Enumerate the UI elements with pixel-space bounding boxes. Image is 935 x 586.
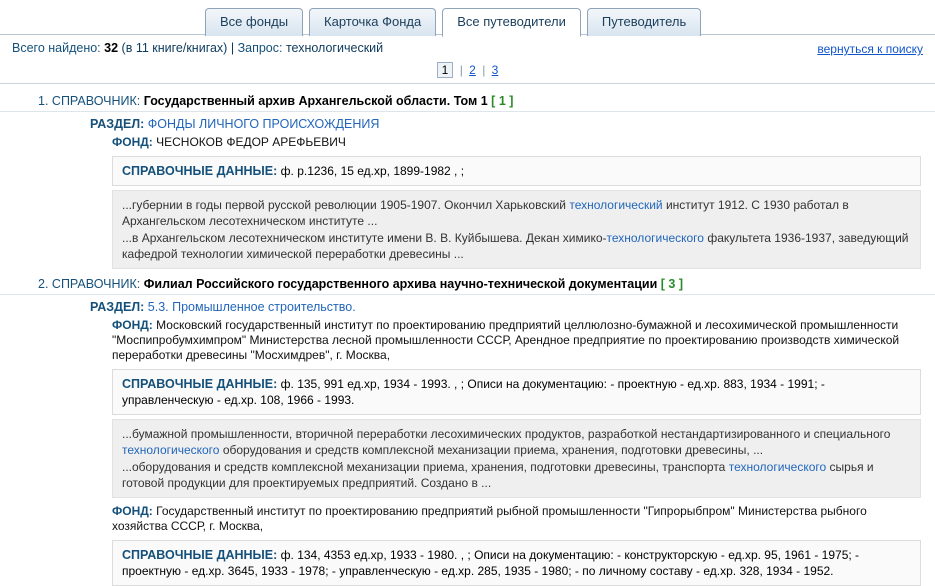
tab-list <box>205 7 701 36</box>
snippet-text: ...бумажной промышленности, вторичной переработки лесохимических продуктов, разработкой нестандартизированного и специального <box>122 427 891 441</box>
snippet-text: оборудования и средств комплексной механизации приема, хранения, подготовки древесины, ... <box>219 443 764 457</box>
result-item <box>0 90 935 269</box>
tab-bar <box>0 0 935 35</box>
section-value[interactable]: ФОНДЫ ЛИЧНОГО ПРОИСХОЖДЕНИЯ <box>147 117 380 131</box>
result-body <box>0 295 935 586</box>
reference-data-key: СПРАВОЧНЫЕ ДАННЫЕ: <box>122 377 278 391</box>
reference-data-value: ф. 135, 991 ед.хр, 1934 - 1993. , ; Описи на документацию: - проектную - ед.хр. 883, 1934 - 1991; - управленческую - ед.хр. 108, 1966 - 1993. <box>122 377 825 407</box>
fund-row <box>90 316 921 365</box>
section-key: РАЗДЕЛ: <box>90 117 145 131</box>
found-books: (в 11 книге/книгах) <box>121 41 228 55</box>
found-count: 32 <box>104 41 119 55</box>
result-title[interactable]: Государственный архив Архангельской области. Том 1 <box>143 94 488 108</box>
query-label: Запрос: <box>237 41 283 55</box>
search-info-bar <box>0 35 935 61</box>
snippet-text: факультета 1936-1937, заведующий кафедрой технологии химической переработки древесины ... <box>122 231 909 261</box>
fund-row <box>90 133 921 152</box>
result-number: 1. <box>38 94 49 108</box>
page-3[interactable]: 3 <box>491 63 499 77</box>
result-body <box>0 112 935 269</box>
reference-data-value-clipped: проектную - ед.хр. 3645, 1933 - 1978; - управленческую - ед.хр. 285, 1935 - 1980; - по личному составу - ед.хр. 328, 1934 - 1952. <box>122 564 834 578</box>
tab-all-guides[interactable]: Все путеводители <box>442 8 581 37</box>
result-key: СПРАВОЧНИК: <box>51 94 141 108</box>
result-header <box>0 273 935 295</box>
pager-separator-2: | <box>482 63 486 77</box>
result-title[interactable]: Филиал Российского государственного архива научно-технической документации <box>143 277 658 291</box>
reference-data-value: ф. 134, 4353 ед.хр, 1933 - 1980. , ; Описи на документацию: - конструкторскую - ед.хр. 95, 1961 - 1975; - <box>280 548 860 562</box>
results-list <box>0 84 935 586</box>
fund-row <box>90 502 921 536</box>
reference-data-key: СПРАВОЧНЫЕ ДАННЫЕ: <box>122 548 278 562</box>
result-count: [ 1 ] <box>491 94 514 108</box>
pagination <box>0 61 935 84</box>
section-key: РАЗДЕЛ: <box>90 300 145 314</box>
fund-value: Государственный институт по проектированию предприятий рыбной промышленности "Гипрорыбпром" Министерства рыбного хозяйства СССР, г. Москва, <box>112 504 867 533</box>
fund-key: ФОНД: <box>112 135 153 149</box>
info-separator: | <box>230 41 235 55</box>
reference-data-panel <box>112 156 921 186</box>
section-value[interactable]: 5.3. Промышленное строительство. <box>147 300 356 314</box>
query-value: технологический <box>285 41 384 55</box>
pager-separator-1: | <box>459 63 463 77</box>
reference-data-panel <box>112 369 921 415</box>
result-header <box>0 90 935 112</box>
snippet <box>122 426 911 458</box>
result-count: [ 3 ] <box>660 277 683 291</box>
result-item <box>0 273 935 586</box>
back-to-search-link[interactable]: вернуться к поиску <box>817 42 923 56</box>
fund-value: Московский государственный институт по проектированию предприятий целлюлозно-бумажной и лесохимической промышленности "Моспипробумхимпром" Министерства лесной промышленности СССР, Арендное предприятие по проектированию производств химической переработки древесины "Мосхимдрев", г. Москва, <box>112 318 900 362</box>
page-1[interactable]: 1 <box>437 62 454 78</box>
snippet-highlight: технологического <box>606 231 704 245</box>
snippet <box>122 197 911 229</box>
snippet-text: институт 1912. С 1930 работал в Архангельском лесотехническом институте ... <box>122 198 849 228</box>
result-number: 2. <box>38 277 49 291</box>
snippet-text: ...оборудования и средств комплексной механизации приема, хранения, подготовки древесины, транспорта <box>122 460 729 474</box>
result-key: СПРАВОЧНИК: <box>51 277 141 291</box>
fund-value: ЧЕСНОКОВ ФЕДОР АРЕФЬЕВИЧ <box>156 135 346 149</box>
snippet-highlight: технологический <box>569 198 663 212</box>
reference-data-key: СПРАВОЧНЫЕ ДАННЫЕ: <box>122 164 278 178</box>
reference-data-value: ф. р.1236, 15 ед.хр, 1899-1982 , ; <box>280 164 465 178</box>
snippet-panel <box>112 419 921 498</box>
snippet-panel <box>112 190 921 269</box>
tab-all-funds[interactable]: Все фонды <box>205 8 303 36</box>
page-2[interactable]: 2 <box>469 63 476 77</box>
snippet-highlight: технологического <box>122 443 220 457</box>
snippet-text: ...губернии в годы первой русской революции 1905-1907. Окончил Харьковский <box>122 198 570 212</box>
snippet <box>122 459 911 491</box>
tab-fund-card[interactable]: Карточка Фонда <box>309 8 436 36</box>
snippet <box>122 230 911 262</box>
found-label: Всего найдено: <box>12 41 101 55</box>
section-row <box>90 112 921 133</box>
section-row <box>90 295 921 316</box>
fund-key: ФОНД: <box>112 318 153 332</box>
reference-data-panel <box>112 540 921 586</box>
tab-guide[interactable]: Путеводитель <box>587 8 701 36</box>
snippet-text: ...в Архангельском лесотехническом институте имени В. В. Куйбышева. Декан химико- <box>122 231 607 245</box>
snippet-highlight: технологического <box>728 460 827 474</box>
snippet-text: сырья и готовой продукции для проектируемых предприятий. Создано в ... <box>122 460 874 490</box>
fund-key: ФОНД: <box>112 504 153 518</box>
